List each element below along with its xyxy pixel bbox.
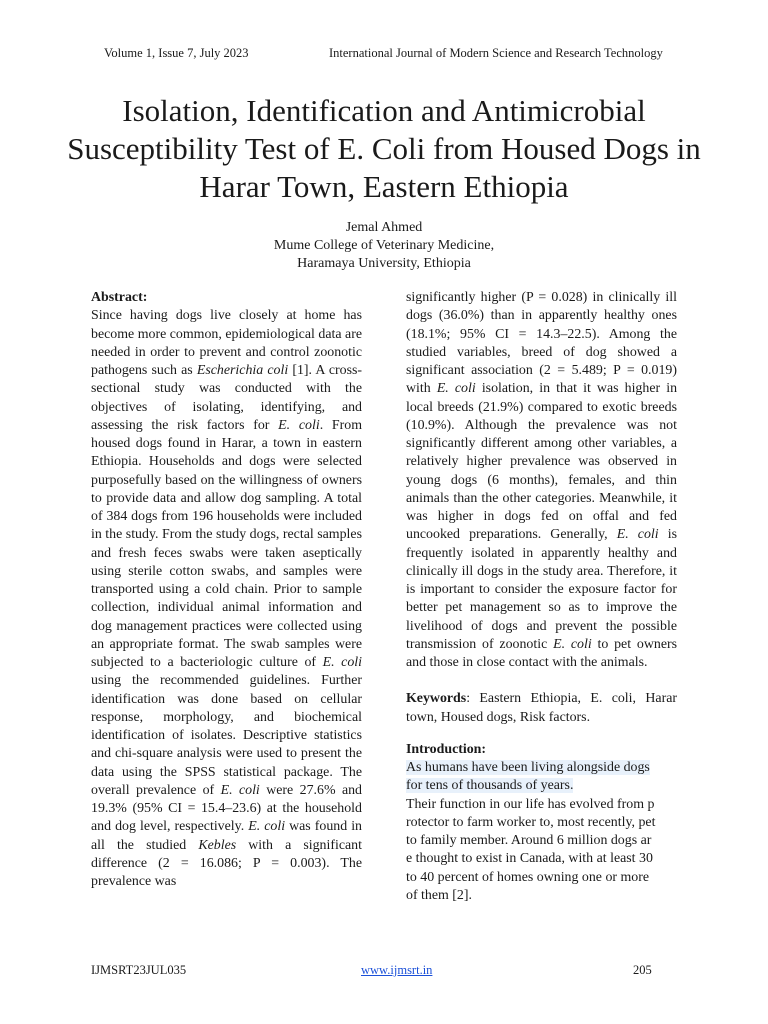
column-right xyxy=(406,289,677,905)
keywords-label: Keywords xyxy=(406,691,467,707)
intro-line: Their function in our life has evolved from p xyxy=(406,796,655,812)
author-block xyxy=(184,219,584,273)
header-journal: International Journal of Modern Science and Research Technology xyxy=(329,46,663,60)
introduction-heading: Introduction: xyxy=(406,741,487,757)
author-affiliation-college: Mume College of Veterinary Medicine, xyxy=(273,238,495,253)
keywords: Keywords: Eastern Ethiopia, E. coli, Harar town, Housed dogs, Risk factors. xyxy=(406,691,677,725)
intro-line: of them [2]. xyxy=(406,887,472,903)
header-volume: Volume 1, Issue 7, July 2023 xyxy=(104,46,249,60)
introduction-body xyxy=(406,759,677,905)
column-left xyxy=(91,289,362,891)
intro-line: for tens of thousands of years. xyxy=(406,778,574,794)
author-affiliation-university: Haramaya University, Ethiopia xyxy=(297,256,471,271)
intro-line: to family member. Around 6 million dogs ar xyxy=(406,833,652,848)
footer-url-link[interactable]: www.ijmsrt.in xyxy=(361,963,433,977)
intro-line: to 40 percent of homes owning one or more xyxy=(406,869,650,885)
paper-title: Isolation, Identification and Antimicrobial Susceptibility Test of E. Coli from Housed Dogs in Harar Town, Eastern Ethiopia xyxy=(67,93,701,204)
intro-line: As humans have been living alongside dogs xyxy=(406,760,650,775)
intro-line: rotector to farm worker to, most recently, pet xyxy=(406,814,656,830)
footer-page-number: 205 xyxy=(633,963,652,977)
author-name: Jemal Ahmed xyxy=(345,220,423,235)
abstract-body-part2: significantly higher (P = 0.028) in clinically ill dogs (36.0%) than in apparently healthy ones (18.1%; 95% CI = 14.3–22.5). Among the studied variables, breed of dog showed a significant association (2 = 5.489; P = 0.019) with E. coli isolation, in that it was higher in local breeds (21.9%) compared to exotic breeds (10.9%). Although the prevalence was not significantly different among other variables, a relatively higher prevalence was observed in young dogs (6 months), females, and thin animals than the other categories. Meanwhile, it was higher in dogs fed on offal and fed uncooked preparations. Generally, E. coli is frequently isolated in apparently healthy and clinically ill dogs in the study area. Therefore, it is important to consider the exposure factor for better pet management so as to improve the livelihood of dogs and prevent the possible transmission of zoonotic E. coli to pet owners and those in close contact with the animals. xyxy=(406,290,678,670)
abstract-heading: Abstract: xyxy=(91,290,148,305)
abstract-body-part1: Since having dogs live closely at home has become more common, epidemiological data are needed in order to prevent and control zoonotic pathogens such as Escherichia coli [1]. A cross-sectional study was conducted with the objectives of isolating, identifying, and assessing the risk factors for E. coli. From housed dogs found in Harar, a town in eastern Ethiopia. Households and dogs were selected purposefully based on the willingness of owners to provide data and allow dog sampling. A total of 384 dogs from 196 households were included in the study. From the study dogs, rectal samples and fresh feces swabs were taken aseptically using sterile cotton swabs, and samples were transported using a cold chain. Prior to sample collection, individual animal information and dog management practices were collected using an appropriate format. The swab samples were subjected to a bacteriologic culture of E. coli using the recommended guidelines. Further identification was done based on cellular response, morphology, and biochemical identification of isolates. Descriptive statistics and chi-square analysis were used to present the data using the SPSS statistical package. The overall prevalence of E. coli were 27.6% and 19.3% (95% CI = 15.4–23.6) at the household and dog level, respectively. E. coli was found in all the studied Kebles with a significant difference (2 = 16.086; P = 0.003). The prevalence was xyxy=(91,308,363,889)
intro-line: e thought to exist in Canada, with at least 30 xyxy=(406,851,653,867)
footer-code: IJMSRT23JUL035 xyxy=(91,963,187,977)
